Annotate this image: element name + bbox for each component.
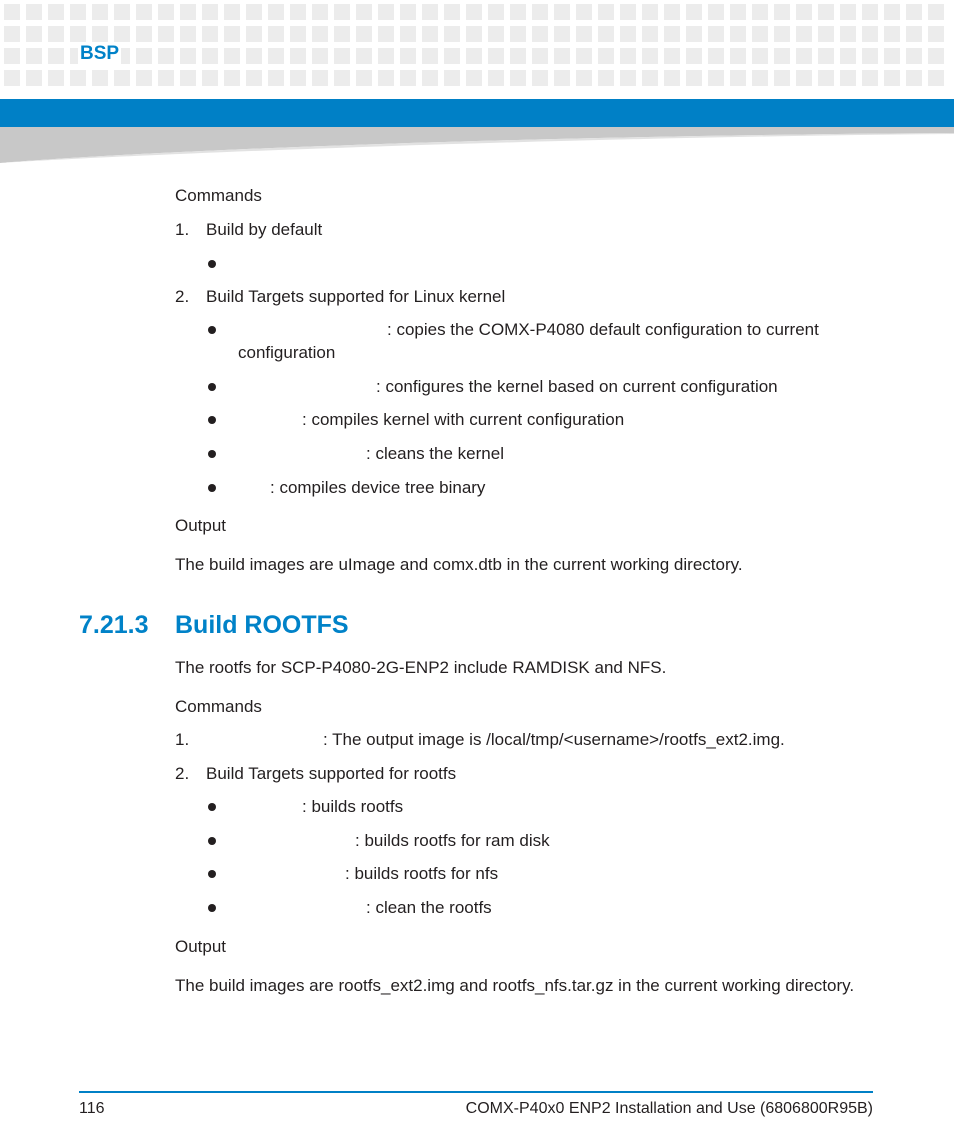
header-grid-cell <box>818 48 834 64</box>
section-heading <box>79 609 349 641</box>
header-grid-cell <box>598 70 614 86</box>
header-grid-cell <box>466 48 482 64</box>
header-grid-cell <box>180 26 196 42</box>
header-grid-cell <box>26 48 42 64</box>
footer-rule <box>79 1091 873 1093</box>
header-grid-cell <box>664 48 680 64</box>
header-grid-cell <box>378 48 394 64</box>
header-grid-cell <box>884 70 900 86</box>
header-grid-cell <box>576 48 592 64</box>
header-grid-cell <box>906 4 922 20</box>
header-grid-cell <box>26 70 42 86</box>
header-grid-cell <box>158 26 174 42</box>
header-grid-cell <box>730 26 746 42</box>
header-grid-cell <box>620 26 636 42</box>
header-grid-cell <box>532 26 548 42</box>
header-grid-cell <box>818 70 834 86</box>
rootfs-commands-label: Commands <box>175 697 262 716</box>
header-grid-cell <box>48 48 64 64</box>
rootfs-output-text: The build images are rootfs_ext2.img and rootfs_nfs.tar.gz in the current working directory. <box>175 976 855 995</box>
header-grid-cell <box>26 26 42 42</box>
header-grid-cell <box>26 4 42 20</box>
header-grid-cell <box>334 48 350 64</box>
header-grid-cell <box>356 26 372 42</box>
kernel-item-2-label: Build Targets supported for Linux kernel <box>206 287 506 306</box>
kernel-target-desc: : cleans the kernel <box>366 444 504 463</box>
header-grid-cell <box>356 70 372 86</box>
bullet-icon <box>208 326 216 334</box>
header-grid-cell <box>356 4 372 20</box>
header-grid-cell <box>840 26 856 42</box>
header-grid-cell <box>180 48 196 64</box>
header-grid-cell <box>422 70 438 86</box>
header-grid-cell <box>246 48 262 64</box>
header-grid-cell <box>840 70 856 86</box>
header-grid-cell <box>576 26 592 42</box>
header-grid-cell <box>268 26 284 42</box>
kernel-target-desc: : configures the kernel based on current configuration <box>376 377 778 396</box>
header-grid-cell <box>4 26 20 42</box>
header-grid-cell <box>884 48 900 64</box>
rootfs-intro: The rootfs for SCP-P4080-2G-ENP2 include RAMDISK and NFS. <box>175 658 667 677</box>
header-grid-cell <box>686 26 702 42</box>
header-grid-cell <box>642 48 658 64</box>
header-grid-cell <box>114 4 130 20</box>
rootfs-item-1-number: 1. <box>175 730 190 749</box>
header-grid-cell <box>620 4 636 20</box>
header-grid-cell <box>708 4 724 20</box>
header-grid-cell <box>752 26 768 42</box>
header-grid-cell <box>466 70 482 86</box>
header-grid-cell <box>136 26 152 42</box>
header-grid-cell <box>686 48 702 64</box>
header-grid-cell <box>774 70 790 86</box>
header-grid-cell <box>48 4 64 20</box>
header-grid-cell <box>906 48 922 64</box>
header-grid-cell <box>708 70 724 86</box>
header-grid-cell <box>422 48 438 64</box>
header-grid-cell <box>334 4 350 20</box>
rootfs-target-desc: : clean the rootfs <box>366 898 492 917</box>
header-grid-cell <box>818 26 834 42</box>
header-grid-cell <box>928 48 944 64</box>
header-pattern <box>0 0 954 97</box>
header-grid-cell <box>488 4 504 20</box>
header-grid-cell <box>180 70 196 86</box>
header-grid-cell <box>400 70 416 86</box>
header-grid-cell <box>466 26 482 42</box>
header-grid-cell <box>642 70 658 86</box>
header-grid-cell <box>664 4 680 20</box>
header-grid-cell <box>268 48 284 64</box>
header-grid-cell <box>510 26 526 42</box>
header-grid-cell <box>686 4 702 20</box>
bullet-icon <box>208 416 216 424</box>
header-grid-cell <box>598 48 614 64</box>
header-grid-cell <box>136 70 152 86</box>
header-grid-cell <box>488 48 504 64</box>
header-grid-cell <box>378 26 394 42</box>
header-grid-cell <box>598 4 614 20</box>
header-grid-cell <box>576 70 592 86</box>
kernel-commands-label: Commands <box>175 186 262 205</box>
bullet-icon <box>208 484 216 492</box>
header-grid-cell <box>92 26 108 42</box>
header-grid-cell <box>906 70 922 86</box>
kernel-output-label: Output <box>175 516 227 535</box>
header-grid-cell <box>928 26 944 42</box>
header-grid-cell <box>312 4 328 20</box>
header-grid-cell <box>92 70 108 86</box>
kernel-target-desc-continued: configuration <box>238 343 336 362</box>
header-grid-cell <box>862 48 878 64</box>
header-grid-cell <box>730 70 746 86</box>
header-grid-cell <box>796 70 812 86</box>
header-grid-cell <box>48 70 64 86</box>
header-grid-cell <box>532 70 548 86</box>
header-grid-cell <box>554 26 570 42</box>
header-grid-cell <box>202 26 218 42</box>
header-grid-cell <box>70 26 86 42</box>
header-grid-cell <box>444 48 460 64</box>
header-grid-cell <box>246 4 262 20</box>
header-grid-cell <box>906 26 922 42</box>
running-header-section: BSP <box>80 43 120 64</box>
header-grid-cell <box>774 4 790 20</box>
header-grid-cell <box>554 48 570 64</box>
header-grid-cell <box>642 4 658 20</box>
header-grid-cell <box>70 4 86 20</box>
kernel-item-1-number: 1. <box>175 220 190 239</box>
kernel-item-1-label: Build by default <box>206 220 323 239</box>
header-grid-cell <box>620 48 636 64</box>
header-grey-swoosh <box>0 127 954 163</box>
header-grid-cell <box>752 4 768 20</box>
header-grid-cell <box>422 4 438 20</box>
header-grid-cell <box>400 4 416 20</box>
header-grid-cell <box>312 70 328 86</box>
header-grid-cell <box>444 70 460 86</box>
header-grid-cell <box>290 70 306 86</box>
header-grid-cell <box>510 70 526 86</box>
header-grid-cell <box>136 48 152 64</box>
header-grid-cell <box>246 70 262 86</box>
header-grid-cell <box>290 48 306 64</box>
header-grid-cell <box>488 26 504 42</box>
bullet-icon <box>208 450 216 458</box>
bullet-icon <box>208 904 216 912</box>
rootfs-item-1-desc: : The output image is /local/tmp/<username>/rootfs_ext2.img. <box>323 730 785 749</box>
header-grid-cell <box>158 48 174 64</box>
header-grid-cell <box>202 4 218 20</box>
kernel-target-desc: : compiles kernel with current configuration <box>302 410 625 429</box>
header-grid-cell <box>48 26 64 42</box>
header-grid-cell <box>598 26 614 42</box>
kernel-output-text: The build images are uImage and comx.dtb in the current working directory. <box>175 555 743 574</box>
header-grid-cell <box>796 48 812 64</box>
header-grid-cell <box>554 4 570 20</box>
header-grid-cell <box>224 4 240 20</box>
header-grid-cell <box>796 4 812 20</box>
header-grid-cell <box>576 4 592 20</box>
rootfs-output-label: Output <box>175 937 227 956</box>
header-grid-cell <box>4 70 20 86</box>
section-heading-number: 7.21.3 <box>79 611 149 639</box>
header-grid-cell <box>532 4 548 20</box>
header-grid-cell <box>378 4 394 20</box>
bullet-icon <box>208 870 216 878</box>
header-grid-cell <box>884 4 900 20</box>
rootfs-target-desc: : builds rootfs for nfs <box>345 864 499 883</box>
kernel-target-desc: : copies the COMX-P4080 default configuration to current <box>387 320 819 339</box>
header-grid-cell <box>884 26 900 42</box>
header-grid-cell <box>378 70 394 86</box>
header-grid-cell <box>356 48 372 64</box>
header-grid-cell <box>400 26 416 42</box>
header-grid-cell <box>158 4 174 20</box>
header-grid-cell <box>290 4 306 20</box>
bullet-icon <box>208 260 216 268</box>
header-grid-cell <box>774 48 790 64</box>
header-grid-cell <box>224 48 240 64</box>
header-grid-cell <box>136 4 152 20</box>
header-grid-cell <box>246 26 262 42</box>
header-grid-cell <box>400 48 416 64</box>
header-grid-cell <box>686 70 702 86</box>
header-grid-cell <box>554 70 570 86</box>
header-grid-cell <box>334 70 350 86</box>
header-grid-cell <box>444 4 460 20</box>
header-grid-cell <box>224 26 240 42</box>
header-grid-cell <box>158 70 174 86</box>
header-grid-cell <box>334 26 350 42</box>
header-grid-cell <box>312 26 328 42</box>
header-blue-bar <box>0 99 954 127</box>
header-grid-cell <box>290 26 306 42</box>
header-grid-cell <box>114 70 130 86</box>
header-grid-cell <box>708 26 724 42</box>
header-grid-cell <box>862 4 878 20</box>
rootfs-target-desc: : builds rootfs for ram disk <box>355 831 550 850</box>
header-grid-cell <box>730 4 746 20</box>
header-grid-cell <box>422 26 438 42</box>
header-grid-cell <box>488 70 504 86</box>
header-grid-cell <box>928 70 944 86</box>
header-grid-cell <box>444 26 460 42</box>
header-grid-cell <box>70 70 86 86</box>
header-grid-cell <box>730 48 746 64</box>
footer-doc-title: COMX-P40x0 ENP2 Installation and Use (6806800R95B) <box>465 1100 873 1117</box>
header-grid-cell <box>862 70 878 86</box>
header-grid-cell <box>796 26 812 42</box>
header-grid-cell <box>752 48 768 64</box>
header-grid-cell <box>818 4 834 20</box>
header-grid-cell <box>312 48 328 64</box>
rootfs-target-desc: : builds rootfs <box>302 797 404 816</box>
header-grid-cell <box>202 70 218 86</box>
header-grid-cell <box>92 4 108 20</box>
header-grid-cell <box>928 4 944 20</box>
bullet-icon <box>208 383 216 391</box>
rootfs-item-2-number: 2. <box>175 764 190 783</box>
header-grid-cell <box>268 4 284 20</box>
header-grid-cell <box>4 48 20 64</box>
header-grid-cell <box>840 4 856 20</box>
header-grid-cell <box>664 26 680 42</box>
section-heading-title: Build ROOTFS <box>175 611 349 639</box>
header-grid-cell <box>840 48 856 64</box>
header-grid-cell <box>862 26 878 42</box>
header-grid-cell <box>466 4 482 20</box>
header-grid-cell <box>642 26 658 42</box>
header-grid-cell <box>114 26 130 42</box>
header-grid-cell <box>224 70 240 86</box>
kernel-target-desc: : compiles device tree binary <box>270 478 486 497</box>
header-grid-cell <box>620 70 636 86</box>
header-grid-cell <box>664 70 680 86</box>
header-grid-cell <box>774 26 790 42</box>
bullet-icon <box>208 837 216 845</box>
header-grid-cell <box>708 48 724 64</box>
header-grid-cell <box>4 4 20 20</box>
header-grid-cell <box>510 48 526 64</box>
rootfs-item-2-label: Build Targets supported for rootfs <box>206 764 457 783</box>
bullet-icon <box>208 803 216 811</box>
header-grid-cell <box>532 48 548 64</box>
header-grid-cell <box>268 70 284 86</box>
kernel-item-2-number: 2. <box>175 287 190 306</box>
header-grid-cell <box>202 48 218 64</box>
page-number: 116 <box>79 1100 105 1117</box>
header-grid-cell <box>180 4 196 20</box>
header-grid-cell <box>752 70 768 86</box>
header-grid-cell <box>510 4 526 20</box>
